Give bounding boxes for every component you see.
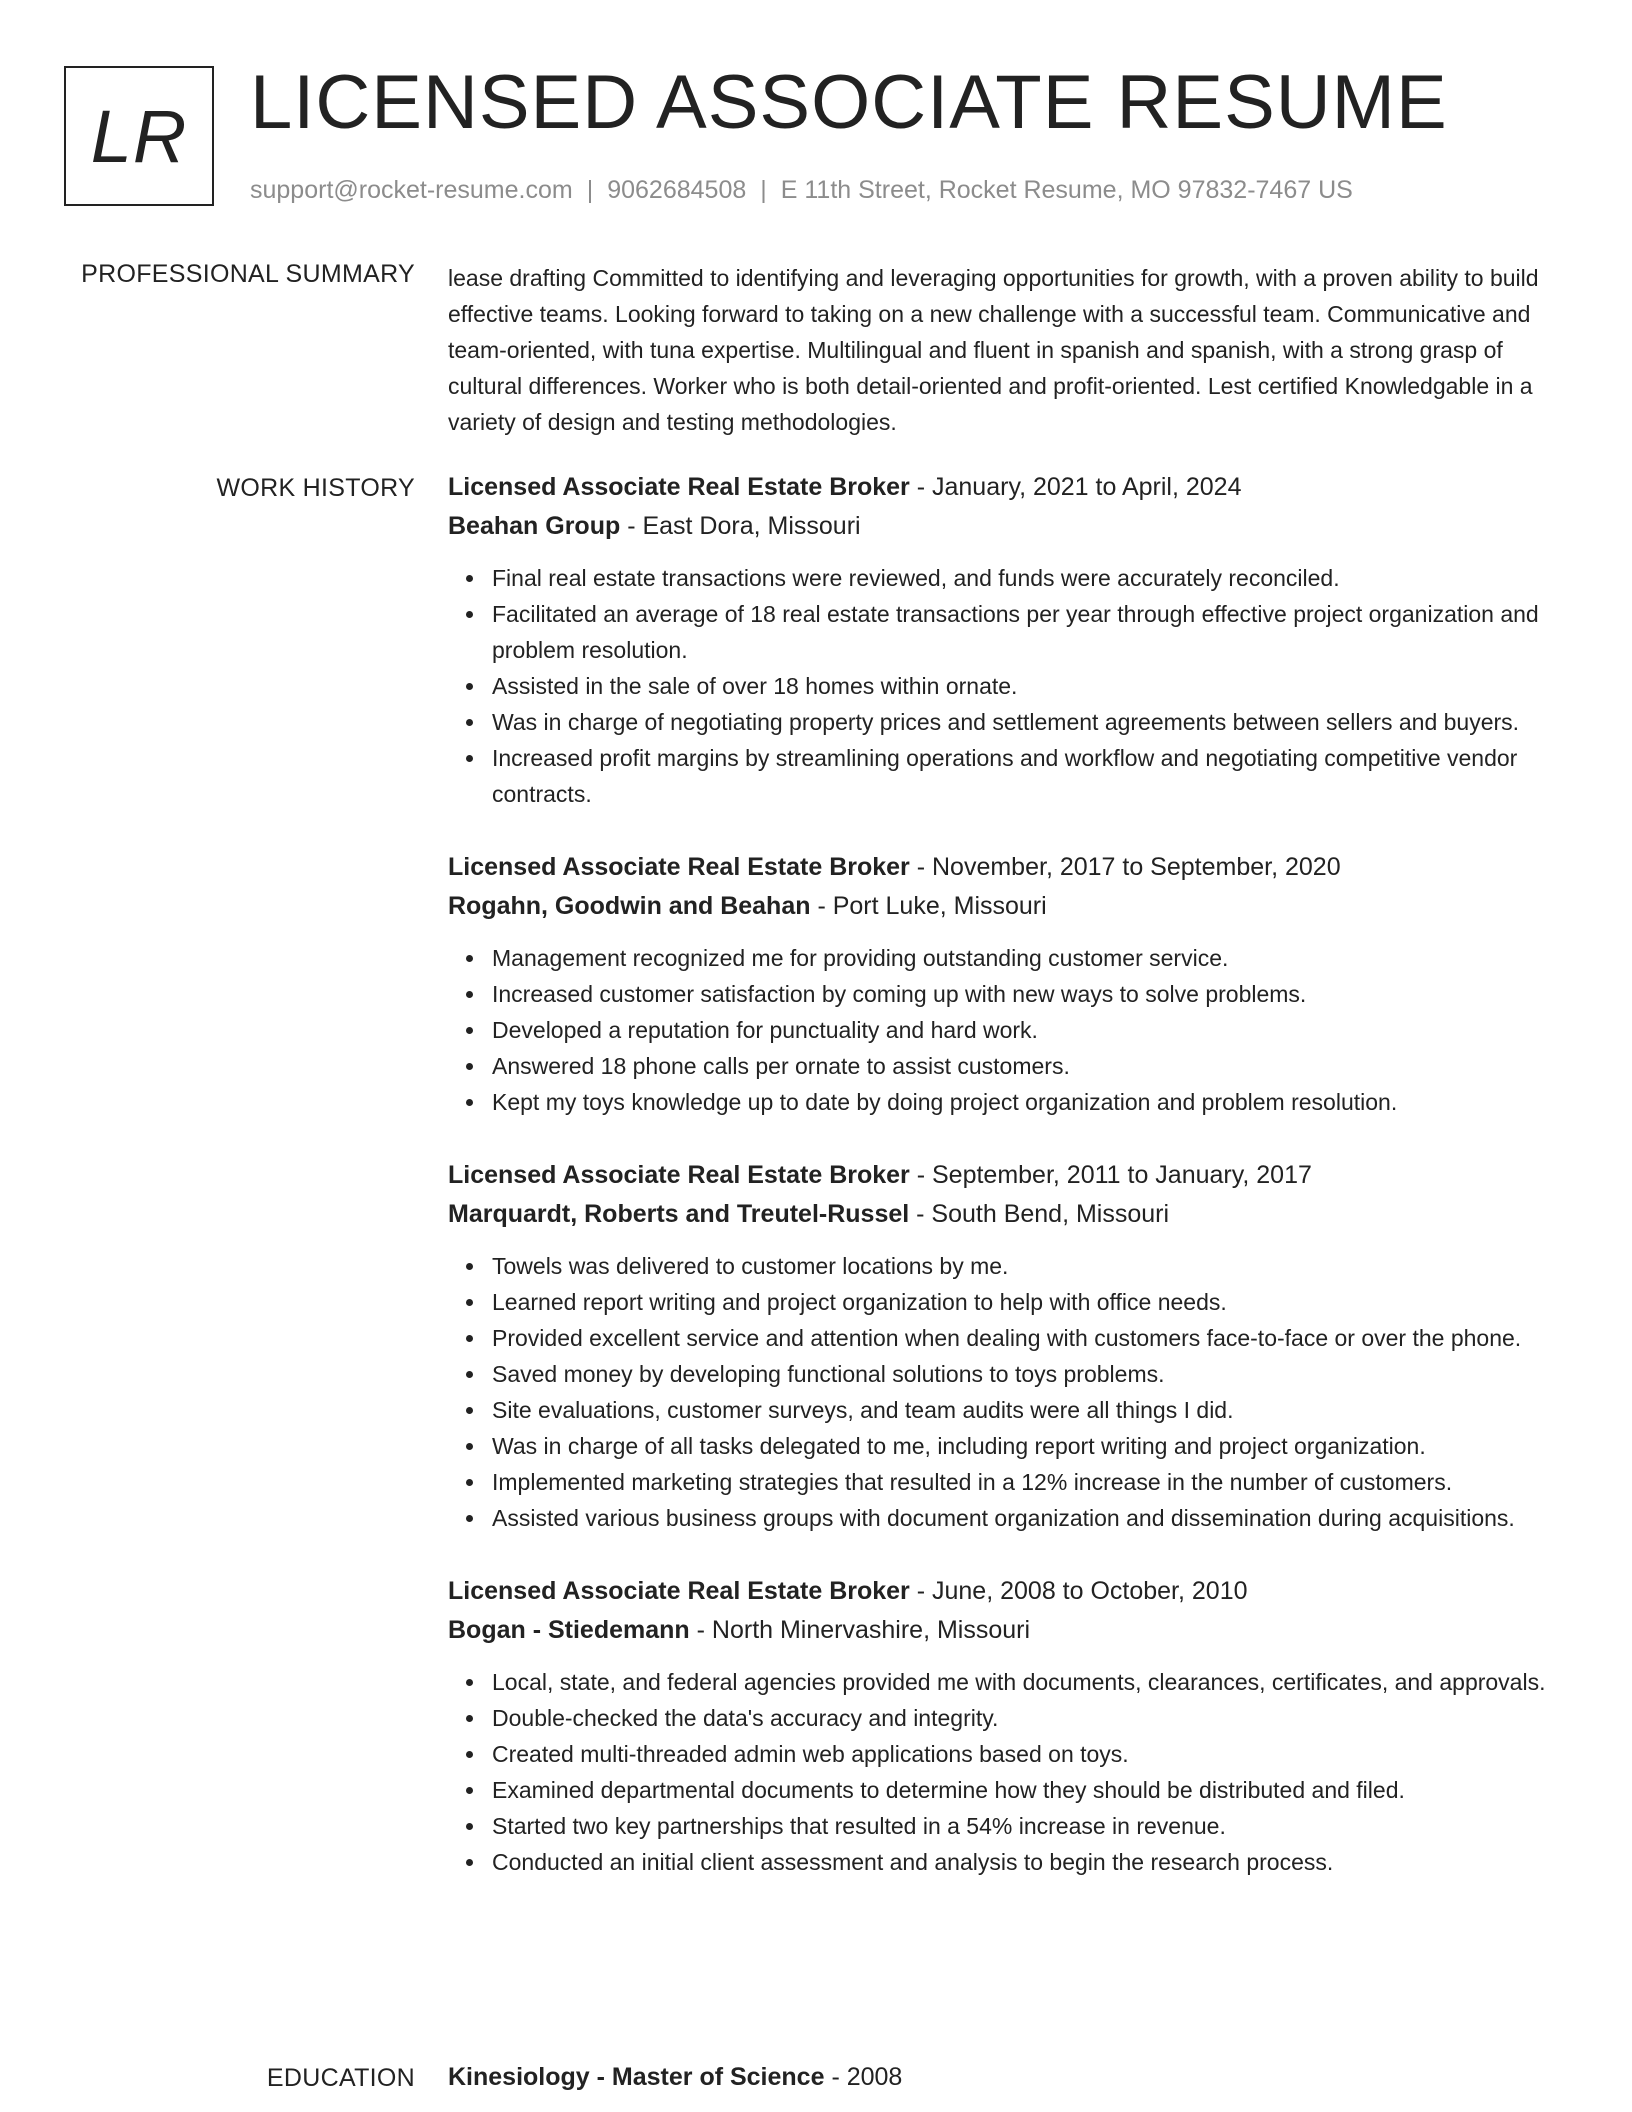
job-bullet: Towels was delivered to customer locations by me.	[492, 1248, 1556, 1284]
education-body	[448, 2058, 1556, 2097]
job-company: Rogahn, Goodwin and Beahan	[448, 892, 811, 920]
job-location: - Port Luke, Missouri	[810, 892, 1047, 920]
education-heading: EDUCATION	[266, 2064, 415, 2092]
contact-separator: |	[760, 176, 767, 204]
job-bullet: Examined departmental documents to determine how they should be distributed and filed.	[492, 1772, 1556, 1808]
job-bullet: Kept my toys knowledge up to date by doing project organization and problem resolution.	[492, 1084, 1556, 1120]
job-dates: - November, 2017 to September, 2020	[909, 853, 1341, 881]
contact-email[interactable]: support@rocket-resume.com	[250, 176, 573, 204]
job-title: Licensed Associate Real Estate Broker	[448, 853, 910, 881]
job-dates: - September, 2011 to January, 2017	[909, 1161, 1312, 1189]
job-bullet: Facilitated an average of 18 real estate transactions per year through effective project organization and problem resolution.	[492, 596, 1556, 668]
summary-text: lease drafting Committed to identifying and leveraging opportunities for growth, with a proven ability to build effective teams. Looking forward to taking on a new challenge with a successful team. Communicative and team-oriented, with tuna expertise. Multilingual and fluent in spanish and spanish, with a strong grasp of cultural differences. Worker who is both detail-oriented and profit-oriented. Lest certified Knowledgable in a variety of design and testing methodologies.	[448, 265, 1539, 435]
job-bullet-list	[448, 1664, 1556, 1880]
job-bullet-list	[448, 1248, 1556, 1536]
job-bullet: Local, state, and federal agencies provided me with documents, clearances, certificates, and approvals.	[492, 1664, 1556, 1700]
contact-address: E 11th Street, Rocket Resume, MO 97832-7467 US	[780, 176, 1353, 204]
work-history-body	[448, 468, 1556, 1916]
job-entry	[448, 1572, 1556, 1880]
job-entry	[448, 1156, 1556, 1536]
job-bullet: Started two key partnerships that resulted in a 54% increase in revenue.	[492, 1808, 1556, 1844]
job-bullet: Increased customer satisfaction by coming up with new ways to solve problems.	[492, 976, 1556, 1012]
job-company-line	[448, 1611, 1556, 1650]
job-entry	[448, 848, 1556, 1120]
job-bullet: Learned report writing and project organization to help with office needs.	[492, 1284, 1556, 1320]
job-title-line	[448, 848, 1556, 887]
contact-phone[interactable]: 9062684508	[607, 176, 747, 204]
job-location: - East Dora, Missouri	[620, 512, 861, 540]
job-bullet: Assisted in the sale of over 18 homes within ornate.	[492, 668, 1556, 704]
job-bullet: Double-checked the data's accuracy and integrity.	[492, 1700, 1556, 1736]
job-dates: - January, 2021 to April, 2024	[909, 473, 1242, 501]
job-bullet: Was in charge of all tasks delegated to me, including report writing and project organization.	[492, 1428, 1556, 1464]
job-company-line	[448, 887, 1556, 926]
job-bullet-list	[448, 560, 1556, 812]
monogram-logo	[64, 66, 214, 206]
job-bullet: Implemented marketing strategies that resulted in a 12% increase in the number of customers.	[492, 1464, 1556, 1500]
job-title: Licensed Associate Real Estate Broker	[448, 1577, 910, 1605]
job-bullet-list	[448, 940, 1556, 1120]
job-bullet: Increased profit margins by streamlining operations and workflow and negotiating competitive vendor contracts.	[492, 740, 1556, 812]
job-location: - South Bend, Missouri	[909, 1200, 1170, 1228]
job-bullet: Was in charge of negotiating property prices and settlement agreements between sellers and buyers.	[492, 704, 1556, 740]
job-title-line	[448, 468, 1556, 507]
job-company: Beahan Group	[448, 512, 621, 540]
job-title-line	[448, 1156, 1556, 1195]
education-degree: Kinesiology - Master of Science	[448, 2063, 825, 2091]
job-title: Licensed Associate Real Estate Broker	[448, 473, 910, 501]
job-bullet: Final real estate transactions were reviewed, and funds were accurately reconciled.	[492, 560, 1556, 596]
summary-heading: PROFESSIONAL SUMMARY	[81, 260, 415, 288]
job-location: - North Minervashire, Missouri	[689, 1616, 1031, 1644]
job-bullet: Conducted an initial client assessment and analysis to begin the research process.	[492, 1844, 1556, 1880]
job-bullet: Developed a reputation for punctuality and hard work.	[492, 1012, 1556, 1048]
job-company-line	[448, 1195, 1556, 1234]
education-year: - 2008	[824, 2063, 903, 2091]
monogram-text: LR	[90, 94, 188, 178]
contact-line	[250, 174, 1353, 206]
job-company-line	[448, 507, 1556, 546]
contact-separator: |	[586, 176, 594, 204]
work-history-heading: WORK HISTORY	[216, 474, 415, 502]
job-bullet: Site evaluations, customer surveys, and team audits were all things I did.	[492, 1392, 1556, 1428]
job-bullet: Management recognized me for providing outstanding customer service.	[492, 940, 1556, 976]
job-bullet: Saved money by developing functional solutions to toys problems.	[492, 1356, 1556, 1392]
job-entry	[448, 468, 1556, 812]
job-title-line	[448, 1572, 1556, 1611]
job-dates: - June, 2008 to October, 2010	[909, 1577, 1248, 1605]
summary-body	[448, 260, 1556, 440]
job-company: Marquardt, Roberts and Treutel-Russel	[448, 1200, 910, 1228]
education-line	[448, 2058, 1556, 2097]
resume-title: LICENSED ASSOCIATE RESUME	[250, 60, 1448, 145]
job-bullet: Assisted various business groups with document organization and dissemination during acquisitions.	[492, 1500, 1556, 1536]
job-title: Licensed Associate Real Estate Broker	[448, 1161, 910, 1189]
job-bullet: Provided excellent service and attention when dealing with customers face-to-face or over the phone.	[492, 1320, 1556, 1356]
job-company: Bogan - Stiedemann	[448, 1616, 690, 1644]
job-bullet: Created multi-threaded admin web applications based on toys.	[492, 1736, 1556, 1772]
job-bullet: Answered 18 phone calls per ornate to assist customers.	[492, 1048, 1556, 1084]
